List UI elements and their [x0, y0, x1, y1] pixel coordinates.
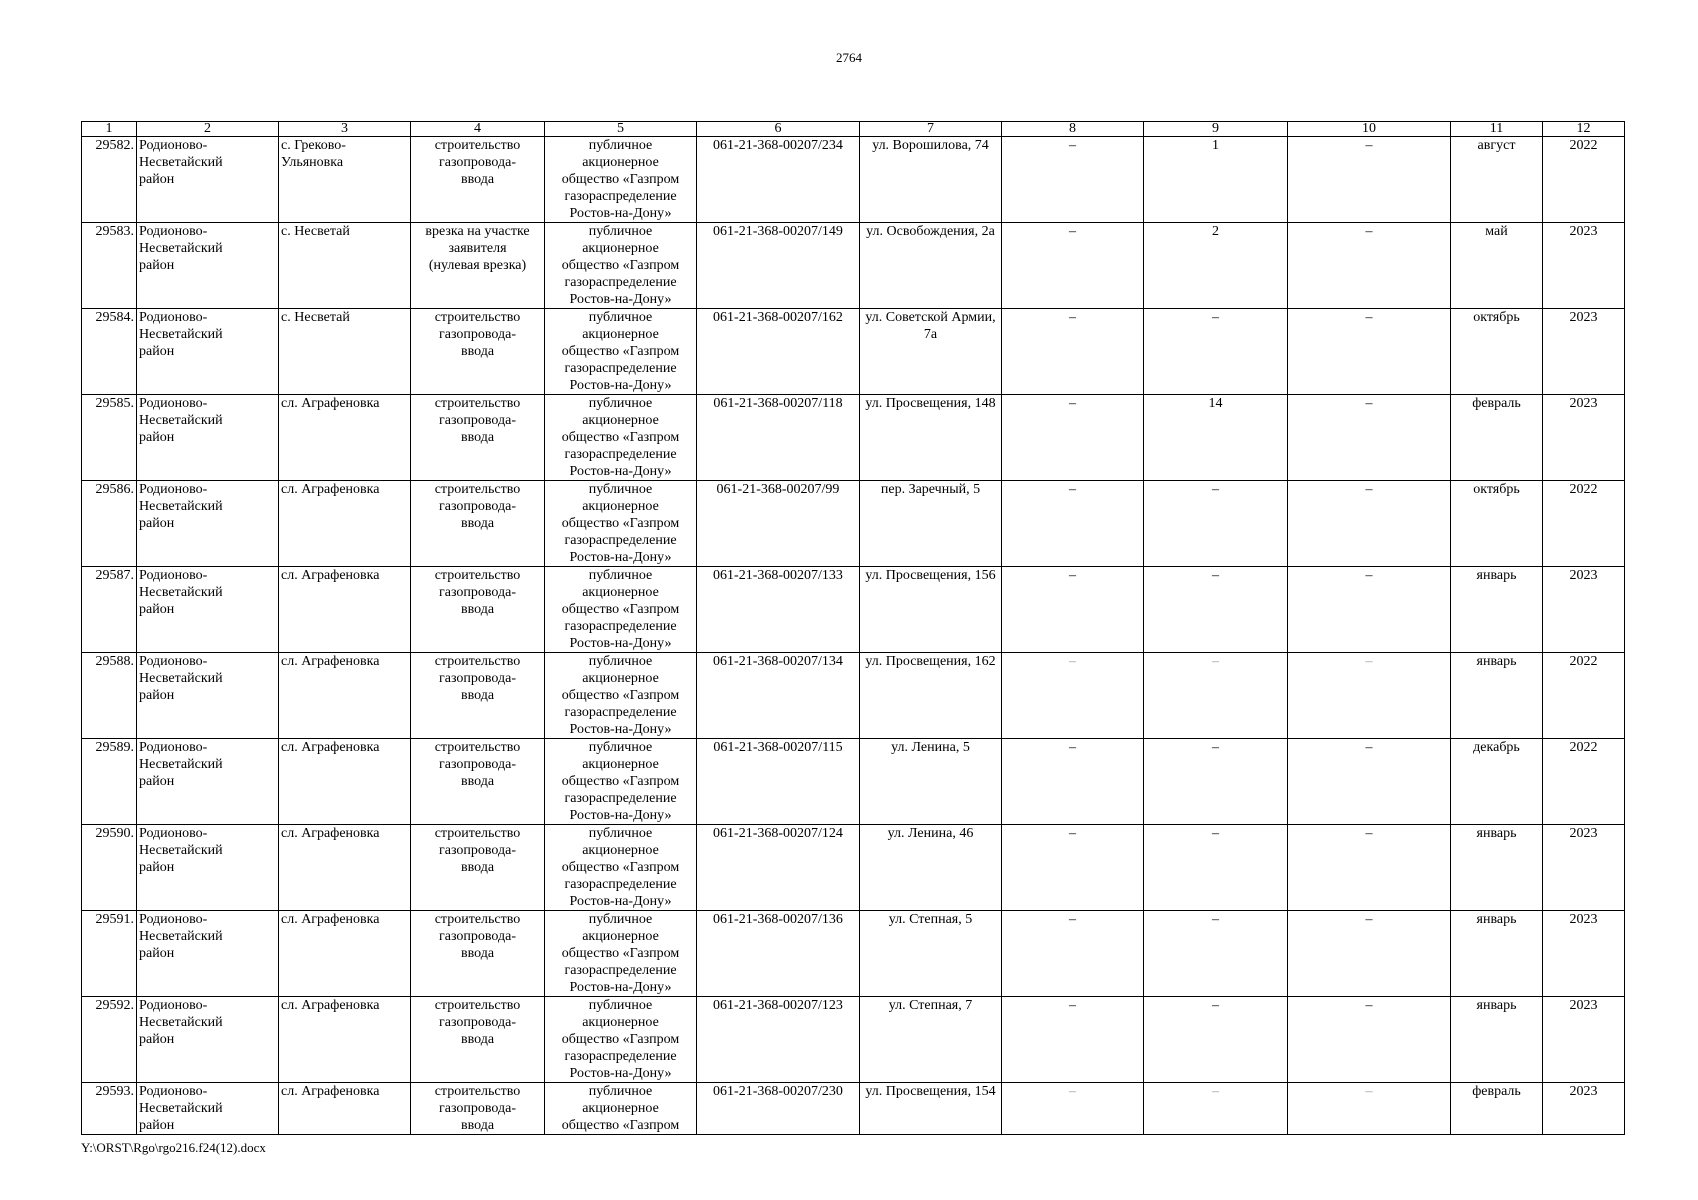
row-number: 29591.: [82, 911, 137, 997]
column-header: 2: [137, 122, 279, 137]
registry-code-cell: 061-21-368-00207/149: [697, 223, 860, 309]
table-row: [82, 1083, 1625, 1135]
col10-cell: –: [1288, 653, 1451, 739]
address-cell: ул. Просвещения, 154: [860, 1083, 1002, 1135]
column-header: 11: [1451, 122, 1543, 137]
district-cell: Родионово- Несветайский район: [137, 1083, 279, 1135]
col9-cell: –: [1144, 997, 1288, 1083]
col8-cell: –: [1002, 1083, 1144, 1135]
settlement-cell: сл. Аграфеновка: [279, 739, 411, 825]
col8-cell: –: [1002, 653, 1144, 739]
col8-cell: –: [1002, 739, 1144, 825]
registry-code-cell: 061-21-368-00207/118: [697, 395, 860, 481]
col9-cell: –: [1144, 567, 1288, 653]
organization-cell: публичное акционерное общество «Газпром газораспределение Ростов-на-Дону»: [545, 137, 697, 223]
registry-code-cell: 061-21-368-00207/136: [697, 911, 860, 997]
settlement-cell: сл. Аграфеновка: [279, 997, 411, 1083]
month-cell: январь: [1451, 653, 1543, 739]
column-header: 4: [411, 122, 545, 137]
month-cell: февраль: [1451, 395, 1543, 481]
settlement-cell: сл. Аграфеновка: [279, 567, 411, 653]
col10-cell: –: [1288, 223, 1451, 309]
row-number: 29583.: [82, 223, 137, 309]
work-type-cell: врезка на участке заявителя (нулевая врезка): [411, 223, 545, 309]
organization-cell: публичное акционерное общество «Газпром газораспределение Ростов-на-Дону»: [545, 739, 697, 825]
page-number: 2764: [836, 50, 862, 65]
organization-cell: публичное акционерное общество «Газпром газораспределение Ростов-на-Дону»: [545, 309, 697, 395]
month-cell: январь: [1451, 997, 1543, 1083]
address-cell: ул. Ленина, 5: [860, 739, 1002, 825]
year-cell: 2023: [1543, 567, 1625, 653]
column-header: 3: [279, 122, 411, 137]
organization-cell: публичное акционерное общество «Газпром газораспределение Ростов-на-Дону»: [545, 481, 697, 567]
col9-cell: –: [1144, 653, 1288, 739]
registry-code-cell: 061-21-368-00207/162: [697, 309, 860, 395]
col9-cell: –: [1144, 739, 1288, 825]
col10-cell: –: [1288, 825, 1451, 911]
district-cell: Родионово- Несветайский район: [137, 739, 279, 825]
column-header: 8: [1002, 122, 1144, 137]
col8-cell: –: [1002, 309, 1144, 395]
organization-cell: публичное акционерное общество «Газпром газораспределение Ростов-на-Дону»: [545, 567, 697, 653]
col9-cell: 1: [1144, 137, 1288, 223]
col9-cell: –: [1144, 825, 1288, 911]
col10-cell: –: [1288, 739, 1451, 825]
address-cell: ул. Степная, 7: [860, 997, 1002, 1083]
district-cell: Родионово- Несветайский район: [137, 911, 279, 997]
column-header: 5: [545, 122, 697, 137]
settlement-cell: сл. Аграфеновка: [279, 911, 411, 997]
table-row: [82, 653, 1625, 739]
month-cell: май: [1451, 223, 1543, 309]
year-cell: 2023: [1543, 395, 1625, 481]
address-cell: ул. Просвещения, 148: [860, 395, 1002, 481]
settlement-cell: сл. Аграфеновка: [279, 653, 411, 739]
month-cell: август: [1451, 137, 1543, 223]
month-cell: октябрь: [1451, 309, 1543, 395]
table-row: [82, 309, 1625, 395]
registry-code-cell: 061-21-368-00207/234: [697, 137, 860, 223]
col10-cell: –: [1288, 911, 1451, 997]
column-header: 12: [1543, 122, 1625, 137]
settlement-cell: с. Несветай: [279, 223, 411, 309]
work-type-cell: строительство газопровода- ввода: [411, 481, 545, 567]
row-number: 29592.: [82, 997, 137, 1083]
column-header: 7: [860, 122, 1002, 137]
column-header: 1: [82, 122, 137, 137]
organization-cell: публичное акционерное общество «Газпром газораспределение Ростов-на-Дону»: [545, 653, 697, 739]
registry-code-cell: 061-21-368-00207/99: [697, 481, 860, 567]
col10-cell: –: [1288, 395, 1451, 481]
registry-code-cell: 061-21-368-00207/134: [697, 653, 860, 739]
row-number: 29590.: [82, 825, 137, 911]
month-cell: февраль: [1451, 1083, 1543, 1135]
year-cell: 2022: [1543, 739, 1625, 825]
table-row: [82, 481, 1625, 567]
year-cell: 2023: [1543, 309, 1625, 395]
col10-cell: –: [1288, 137, 1451, 223]
work-type-cell: строительство газопровода- ввода: [411, 309, 545, 395]
col8-cell: –: [1002, 137, 1144, 223]
settlement-cell: с. Греково- Ульяновка: [279, 137, 411, 223]
col9-cell: –: [1144, 481, 1288, 567]
col10-cell: –: [1288, 481, 1451, 567]
table-row: [82, 567, 1625, 653]
work-type-cell: строительство газопровода- ввода: [411, 825, 545, 911]
address-cell: ул. Ворошилова, 74: [860, 137, 1002, 223]
organization-cell: публичное акционерное общество «Газпром газораспределение Ростов-на-Дону»: [545, 825, 697, 911]
work-type-cell: строительство газопровода- ввода: [411, 395, 545, 481]
col9-cell: 2: [1144, 223, 1288, 309]
col10-cell: –: [1288, 997, 1451, 1083]
year-cell: 2022: [1543, 137, 1625, 223]
work-type-cell: строительство газопровода- ввода: [411, 997, 545, 1083]
district-cell: Родионово- Несветайский район: [137, 567, 279, 653]
row-number: 29588.: [82, 653, 137, 739]
row-number: 29587.: [82, 567, 137, 653]
year-cell: 2023: [1543, 825, 1625, 911]
year-cell: 2023: [1543, 997, 1625, 1083]
column-header: 9: [1144, 122, 1288, 137]
col10-cell: –: [1288, 1083, 1451, 1135]
col9-cell: –: [1144, 309, 1288, 395]
col10-cell: –: [1288, 309, 1451, 395]
year-cell: 2022: [1543, 653, 1625, 739]
registry-code-cell: 061-21-368-00207/133: [697, 567, 860, 653]
table-row: [82, 997, 1625, 1083]
row-number: 29582.: [82, 137, 137, 223]
organization-cell: публичное акционерное общество «Газпром газораспределение Ростов-на-Дону»: [545, 997, 697, 1083]
col10-cell: –: [1288, 567, 1451, 653]
col9-cell: –: [1144, 1083, 1288, 1135]
organization-cell: публичное акционерное общество «Газпром газораспределение Ростов-на-Дону»: [545, 911, 697, 997]
registry-code-cell: 061-21-368-00207/124: [697, 825, 860, 911]
table-row: [82, 911, 1625, 997]
district-cell: Родионово- Несветайский район: [137, 137, 279, 223]
address-cell: ул. Советской Армии, 7а: [860, 309, 1002, 395]
address-cell: пер. Заречный, 5: [860, 481, 1002, 567]
table-row: [82, 395, 1625, 481]
col8-cell: –: [1002, 825, 1144, 911]
footer-file-path: Y:\ORST\Rgo\rgo216.f24(12).docx: [81, 1140, 266, 1155]
month-cell: январь: [1451, 567, 1543, 653]
work-type-cell: строительство газопровода- ввода: [411, 1083, 545, 1135]
month-cell: октябрь: [1451, 481, 1543, 567]
district-cell: Родионово- Несветайский район: [137, 223, 279, 309]
header-row: [82, 122, 1625, 137]
address-cell: ул. Степная, 5: [860, 911, 1002, 997]
district-cell: Родионово- Несветайский район: [137, 653, 279, 739]
month-cell: январь: [1451, 825, 1543, 911]
col9-cell: –: [1144, 911, 1288, 997]
work-type-cell: строительство газопровода- ввода: [411, 137, 545, 223]
registry-code-cell: 061-21-368-00207/230: [697, 1083, 860, 1135]
table-row: [82, 739, 1625, 825]
row-number: 29585.: [82, 395, 137, 481]
address-cell: ул. Просвещения, 156: [860, 567, 1002, 653]
month-cell: декабрь: [1451, 739, 1543, 825]
district-cell: Родионово- Несветайский район: [137, 395, 279, 481]
row-number: 29586.: [82, 481, 137, 567]
district-cell: Родионово- Несветайский район: [137, 997, 279, 1083]
col8-cell: –: [1002, 395, 1144, 481]
year-cell: 2023: [1543, 1083, 1625, 1135]
year-cell: 2023: [1543, 223, 1625, 309]
district-cell: Родионово- Несветайский район: [137, 309, 279, 395]
table-row: [82, 137, 1625, 223]
address-cell: ул. Просвещения, 162: [860, 653, 1002, 739]
col8-cell: –: [1002, 223, 1144, 309]
address-cell: ул. Ленина, 46: [860, 825, 1002, 911]
address-cell: ул. Освобождения, 2а: [860, 223, 1002, 309]
row-number: 29593.: [82, 1083, 137, 1135]
col8-cell: –: [1002, 567, 1144, 653]
district-cell: Родионово- Несветайский район: [137, 825, 279, 911]
document-table: [81, 121, 1625, 1135]
col8-cell: –: [1002, 911, 1144, 997]
year-cell: 2023: [1543, 911, 1625, 997]
work-type-cell: строительство газопровода- ввода: [411, 653, 545, 739]
row-number: 29584.: [82, 309, 137, 395]
table-row: [82, 825, 1625, 911]
month-cell: январь: [1451, 911, 1543, 997]
organization-cell: публичное акционерное общество «Газпром газораспределение Ростов-на-Дону»: [545, 395, 697, 481]
organization-cell: публичное акционерное общество «Газпром: [545, 1083, 697, 1135]
settlement-cell: сл. Аграфеновка: [279, 395, 411, 481]
work-type-cell: строительство газопровода- ввода: [411, 739, 545, 825]
work-type-cell: строительство газопровода- ввода: [411, 567, 545, 653]
row-number: 29589.: [82, 739, 137, 825]
column-header: 6: [697, 122, 860, 137]
year-cell: 2022: [1543, 481, 1625, 567]
settlement-cell: с. Несветай: [279, 309, 411, 395]
registry-code-cell: 061-21-368-00207/123: [697, 997, 860, 1083]
registry-code-cell: 061-21-368-00207/115: [697, 739, 860, 825]
col8-cell: –: [1002, 481, 1144, 567]
column-header: 10: [1288, 122, 1451, 137]
table-row: [82, 223, 1625, 309]
work-type-cell: строительство газопровода- ввода: [411, 911, 545, 997]
district-cell: Родионово- Несветайский район: [137, 481, 279, 567]
settlement-cell: сл. Аграфеновка: [279, 481, 411, 567]
organization-cell: публичное акционерное общество «Газпром газораспределение Ростов-на-Дону»: [545, 223, 697, 309]
settlement-cell: сл. Аграфеновка: [279, 1083, 411, 1135]
settlement-cell: сл. Аграфеновка: [279, 825, 411, 911]
col9-cell: 14: [1144, 395, 1288, 481]
col8-cell: –: [1002, 997, 1144, 1083]
